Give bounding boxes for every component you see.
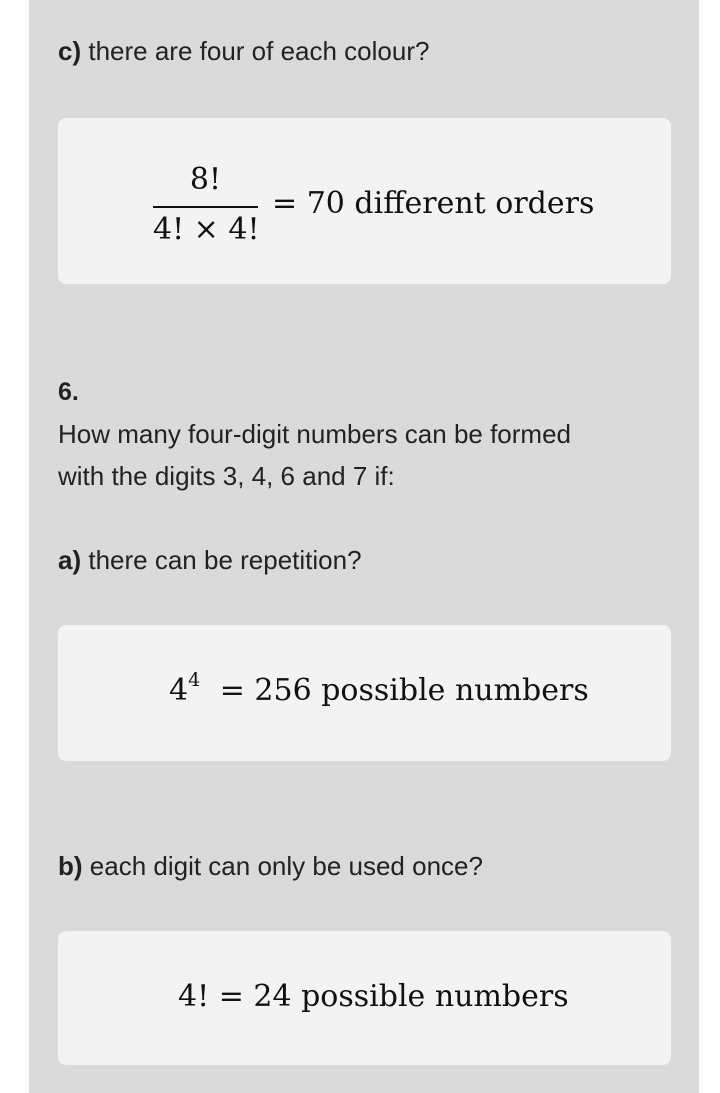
question-text-line-1: How many four-digit numbers can be formed [58, 419, 572, 449]
answer-box-a [58, 625, 671, 761]
power-base: 4 [169, 673, 189, 708]
fraction-bar [153, 206, 258, 208]
answer-b-result: 24 possible numbers [253, 979, 569, 1014]
part-b-question-text: each digit can only be used once? [89, 851, 483, 881]
part-a-label: a) [58, 545, 82, 575]
answer-b-line [178, 979, 569, 1014]
equals-sign: = [218, 979, 244, 1014]
answer-box-c [58, 118, 671, 284]
answer-c-result-line [272, 186, 594, 221]
part-c-label: c) [58, 36, 82, 66]
answer-c-result: 70 different orders [306, 186, 595, 221]
part-c-question [58, 36, 429, 67]
equals-sign: = [272, 186, 298, 221]
fraction-numerator: 8! [189, 162, 222, 197]
factorial-expression: 4! [178, 979, 210, 1014]
answer-a-line [169, 669, 589, 708]
part-b-question [58, 851, 483, 882]
equals-sign: = [219, 673, 245, 708]
answer-a-result: 256 possible numbers [254, 673, 589, 708]
part-a-question-text: there can be repetition? [88, 545, 362, 575]
answer-box-b [58, 931, 671, 1065]
fraction [153, 162, 258, 252]
question-number: 6. [58, 378, 79, 406]
power-exponent: 4 [188, 669, 201, 691]
question-text [58, 413, 571, 497]
part-b-label: b) [58, 851, 83, 881]
part-c-question-text: there are four of each colour? [88, 36, 430, 66]
part-a-question [58, 545, 362, 576]
question-text-line-2: with the digits 3, 4, 6 and 7 if: [58, 461, 395, 491]
fraction-denominator: 4! × 4! [153, 212, 260, 247]
